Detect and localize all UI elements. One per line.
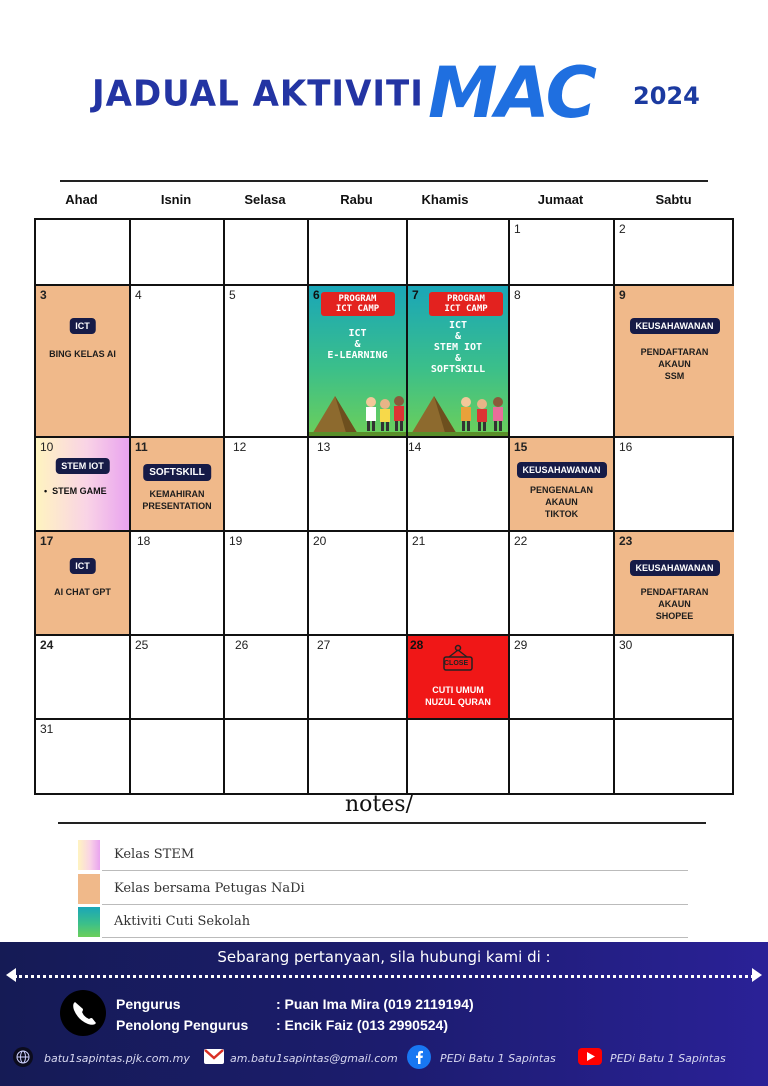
notes-rule <box>58 822 706 824</box>
legend-label: Kelas bersama Petugas NaDi <box>114 881 305 896</box>
camp-line: & <box>454 331 462 342</box>
date-number: 31 <box>40 722 54 736</box>
legend-divider <box>102 904 688 905</box>
calendar-cell-6[interactable] <box>309 286 408 438</box>
camp-line: STEM IOT <box>433 342 483 353</box>
day-header-khamis: Khamis <box>421 192 469 207</box>
calendar-cell-21[interactable] <box>408 532 510 636</box>
event-line: TIKTOK <box>544 509 579 519</box>
date-number: 19 <box>229 534 243 548</box>
calendar-cell-23[interactable] <box>615 532 734 636</box>
facebook-link[interactable]: PEDi Batu 1 Sapintas <box>440 1052 556 1065</box>
calendar-cell-24[interactable] <box>36 636 131 720</box>
calendar-cell-27[interactable] <box>309 636 408 720</box>
event-line: PENDAFTARAN <box>640 347 709 357</box>
event-line: PENGENALAN <box>529 485 593 495</box>
event-list-item: • STEM GAME <box>44 486 107 496</box>
date-number: 8 <box>514 288 521 302</box>
camp-line: & <box>454 353 462 364</box>
event-line: AKAUN <box>545 497 578 507</box>
camp-line: ICT <box>448 320 468 331</box>
date-number: 5 <box>229 288 236 302</box>
date-number: 7 <box>412 288 419 302</box>
day-header-rabu: Rabu <box>340 192 373 207</box>
calendar-cell-12[interactable] <box>225 438 309 532</box>
calendar-cell-5[interactable] <box>225 286 309 438</box>
calendar-cell-empty <box>131 720 225 795</box>
category-badge: KEUSAHAWANAN <box>629 318 719 334</box>
camp-line: ICT <box>348 328 367 339</box>
role-label: Pengurus <box>116 996 181 1012</box>
category-badge: ICT <box>69 318 96 334</box>
day-header-ahad: Ahad <box>65 192 98 207</box>
event-text <box>615 346 734 382</box>
calendar-cell-13[interactable] <box>309 438 408 532</box>
category-badge: ICT <box>69 558 96 574</box>
calendar-cell-20[interactable] <box>309 532 408 636</box>
calendar-cell-15[interactable] <box>510 438 615 532</box>
legend-swatch <box>78 907 100 937</box>
page-title <box>0 52 768 132</box>
calendar-cell-7[interactable] <box>408 286 510 438</box>
date-number: 4 <box>135 288 142 302</box>
date-number: 30 <box>619 638 633 652</box>
category-badge: KEUSAHAWANAN <box>629 560 719 576</box>
legend-swatch <box>78 840 100 870</box>
calendar-grid <box>34 218 734 795</box>
calendar-cell-14[interactable] <box>408 438 510 532</box>
event-text: BING KELAS AI <box>49 349 116 359</box>
camp-line: & <box>354 339 361 350</box>
date-number: 29 <box>514 638 528 652</box>
calendar-cell-31[interactable] <box>36 720 131 795</box>
calendar-cell-18[interactable] <box>131 532 225 636</box>
calendar-cell-empty <box>510 720 615 795</box>
date-number: 17 <box>40 534 54 548</box>
date-number: 10 <box>40 440 54 454</box>
phone-icon <box>60 990 106 1036</box>
category-badge: STEM IOT <box>55 458 110 474</box>
banner-line: PROGRAM <box>338 294 377 304</box>
event-line: KEMAHIRAN <box>149 489 205 499</box>
date-number: 1 <box>514 222 521 236</box>
website-link[interactable]: batu1sapintas.pjk.com.my <box>44 1052 190 1065</box>
date-number: 9 <box>619 288 626 302</box>
calendar-cell-26[interactable] <box>225 636 309 720</box>
calendar-cell-9[interactable] <box>615 286 734 438</box>
globe-icon <box>12 1046 34 1068</box>
title-month: MAC <box>428 52 596 134</box>
date-number: 21 <box>412 534 426 548</box>
date-number: 18 <box>137 534 151 548</box>
event-line: PENDAFTARAN <box>640 587 709 597</box>
event-text <box>615 586 734 622</box>
date-number: 22 <box>514 534 528 548</box>
category-badge: SOFTSKILL <box>143 464 211 481</box>
role-label: Penolong Pengurus <box>116 1017 249 1033</box>
calendar-cell-10[interactable] <box>36 438 131 532</box>
close-sign-text: CLOSE <box>444 660 469 667</box>
event-text <box>510 484 613 520</box>
header-rule <box>60 180 708 182</box>
date-number: 28 <box>410 638 424 652</box>
date-number: 3 <box>40 288 47 302</box>
day-header-isnin: Isnin <box>160 192 192 207</box>
category-badge: KEUSAHAWANAN <box>516 462 606 478</box>
notes-title: notes/ <box>345 792 413 817</box>
event-line: CUTI UMUM <box>432 685 484 695</box>
date-number: 13 <box>317 440 331 454</box>
legend-divider <box>102 870 688 871</box>
date-number: 2 <box>619 222 626 236</box>
date-number: 6 <box>313 288 320 302</box>
camp-text <box>309 328 406 361</box>
calendar-cell-empty <box>225 220 309 286</box>
date-number: 14 <box>408 440 422 454</box>
date-number: 15 <box>514 440 528 454</box>
legend-divider <box>102 937 688 938</box>
camp-line: E-LEARNING <box>327 350 388 361</box>
event-line: AKAUN <box>658 599 691 609</box>
calendar-cell-19[interactable] <box>225 532 309 636</box>
youtube-icon <box>578 1048 602 1065</box>
event-line: SSM <box>664 371 685 381</box>
calendar-cell-empty <box>408 720 510 795</box>
facebook-icon <box>407 1045 431 1069</box>
event-text <box>408 684 508 708</box>
calendar-cell-11[interactable] <box>131 438 225 532</box>
calendar-cell-30[interactable] <box>615 636 734 720</box>
banner-line: ICT CAMP <box>444 304 488 314</box>
date-number: 24 <box>40 638 54 652</box>
calendar-cell-empty <box>131 220 225 286</box>
calendar-cell-empty <box>615 720 734 795</box>
calendar-cell-empty <box>36 220 131 286</box>
title-year: 2024 <box>633 82 700 110</box>
event-text: AI CHAT GPT <box>54 587 111 597</box>
camp-illustration-icon <box>309 388 408 436</box>
date-number: 23 <box>619 534 633 548</box>
calendar-cell-17[interactable] <box>36 532 131 636</box>
footer-question: Sebarang pertanyaan, sila hubungi kami di : <box>217 948 551 966</box>
calendar-cell-empty <box>225 720 309 795</box>
date-number: 26 <box>235 638 249 652</box>
banner-line: PROGRAM <box>447 294 485 304</box>
calendar-cell-16[interactable] <box>615 438 734 532</box>
calendar-cell-1[interactable] <box>510 220 615 286</box>
date-number: 16 <box>619 440 633 454</box>
camp-line: SOFTSKILL <box>430 364 486 375</box>
calendar-cell-28[interactable] <box>408 636 510 720</box>
program-banner <box>429 292 503 316</box>
day-header-sabtu: Sabtu <box>655 192 692 207</box>
legend-label: Kelas STEM <box>114 847 195 862</box>
calendar-cell-2[interactable] <box>615 220 734 286</box>
legend-swatch <box>78 874 100 904</box>
event-text <box>131 488 223 512</box>
calendar-cell-29[interactable] <box>510 636 615 720</box>
calendar-cell-4[interactable] <box>131 286 225 438</box>
title-main: JADUAL AKTIVITI <box>92 73 424 115</box>
calendar-cell-22[interactable] <box>510 532 615 636</box>
event-item-text: STEM GAME <box>52 486 107 496</box>
contact-info: : Encik Faiz (013 2990524) <box>276 1017 448 1033</box>
date-number: 20 <box>313 534 327 548</box>
email-icon <box>204 1049 224 1064</box>
camp-text <box>408 320 508 375</box>
banner-line: ICT CAMP <box>335 304 380 314</box>
youtube-link[interactable]: PEDi Batu 1 Sapintas <box>610 1052 726 1065</box>
calendar-cell-empty <box>309 720 408 795</box>
date-number: 12 <box>233 440 247 454</box>
program-banner <box>321 292 395 316</box>
event-line: PRESENTATION <box>142 501 212 511</box>
close-sign-icon <box>441 644 475 672</box>
dotted-divider <box>14 975 754 978</box>
event-line: AKAUN <box>658 359 691 369</box>
day-header-jumaat: Jumaat <box>537 192 584 207</box>
date-number: 27 <box>317 638 331 652</box>
event-line: SHOPEE <box>655 611 694 621</box>
contact-info: : Puan Ima Mira (019 2119194) <box>276 996 474 1012</box>
calendar-cell-8[interactable] <box>510 286 615 438</box>
calendar-cell-3[interactable] <box>36 286 131 438</box>
email-link[interactable]: am.batu1sapintas@gmail.com <box>230 1052 398 1065</box>
date-number: 25 <box>135 638 149 652</box>
date-number: 11 <box>135 440 148 454</box>
day-header-selasa: Selasa <box>244 192 286 207</box>
calendar-cell-empty <box>408 220 510 286</box>
calendar-cell-empty <box>309 220 408 286</box>
event-line: NUZUL QURAN <box>425 697 491 707</box>
arrow-right-icon <box>752 968 762 982</box>
camp-illustration-icon <box>408 388 510 436</box>
calendar-cell-25[interactable] <box>131 636 225 720</box>
contact-footer <box>0 942 768 1086</box>
legend-label: Aktiviti Cuti Sekolah <box>114 914 251 929</box>
